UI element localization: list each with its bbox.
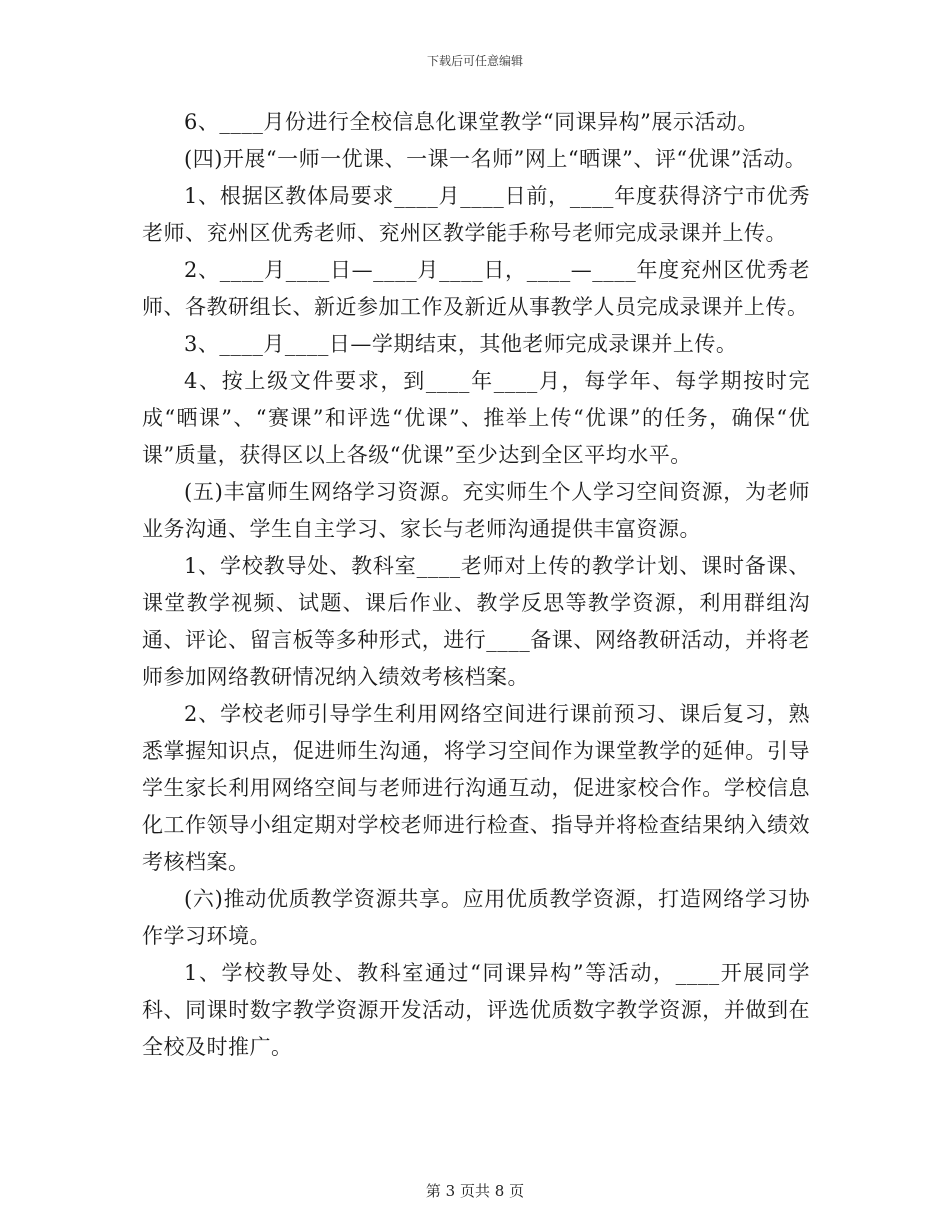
paragraph-item-1-record: 1、根据区教体局要求____月____日前，____年度获得济宁市优秀老师、兖州区优秀老师、兖州区教学能手称号老师完成录课并上传。 bbox=[142, 184, 810, 245]
section-heading-5: (五)丰富师生网络学习资源。充实师生个人学习空间资源，为老师业务沟通、学生自主学习、家长与老师沟通提供丰富资源。 bbox=[142, 480, 810, 541]
section-heading-6: (六)推动优质教学资源共享。应用优质教学资源，打造网络学习协作学习环境。 bbox=[142, 887, 810, 948]
section-heading-4: (四)开展“一师一优课、一课一名师”网上“晒课”、评“优课”活动。 bbox=[184, 147, 807, 171]
paragraph-item-2-guidance: 2、学校老师引导学生利用网络空间进行课前预习、课后复习，熟悉掌握知识点，促进师生沟通，将学习空间作为课堂教学的延伸。引导学生家长利用网络空间与老师进行沟通互动，促进家校合作。学校信息化工作领导小组定期对学校老师进行检查、指导并将检查结果纳入绩效考核档案。 bbox=[142, 702, 810, 874]
paragraph-item-3-record: 3、____月____日—学期结束，其他老师完成录课并上传。 bbox=[184, 332, 738, 356]
document-body bbox=[142, 104, 810, 1066]
paragraph-item-2-record: 2、____月____日—____月____日，____—____年度兖州区优秀老师、各教研组长、新近参加工作及新近从事教学人员完成录课并上传。 bbox=[142, 258, 810, 319]
paragraph-item-1-sharing: 1、学校教导处、教科室通过“同课异构”等活动，____开展同学科、同课时数字教学资源开发活动，评选优质数字教学资源，并做到在全校及时推广。 bbox=[142, 961, 810, 1059]
page-number: 第 3 页共 8 页 bbox=[425, 1182, 525, 1200]
paragraph-item-4-requirements: 4、按上级文件要求，到____年____月，每学年、每学期按时完成“晒课”、“赛课”和评选“优课”、推举上传“优课”的任务，确保“优课”质量，获得区以上各级“优课”至少达到全区平均水平。 bbox=[142, 369, 810, 467]
paragraph-item-6-activity: 6、____月份进行全校信息化课堂教学“同课异构”展示活动。 bbox=[184, 110, 759, 134]
page-header: 下载后可任意编辑 bbox=[426, 54, 523, 68]
paragraph-item-1-resources: 1、学校教导处、教科室____老师对上传的教学计划、课时备课、课堂教学视频、试题、课后作业、教学反思等教学资源，利用群组沟通、评论、留言板等多种形式，进行____备课、网络教研活动，并将老师参加网络教研情况纳入绩效考核档案。 bbox=[142, 554, 810, 689]
